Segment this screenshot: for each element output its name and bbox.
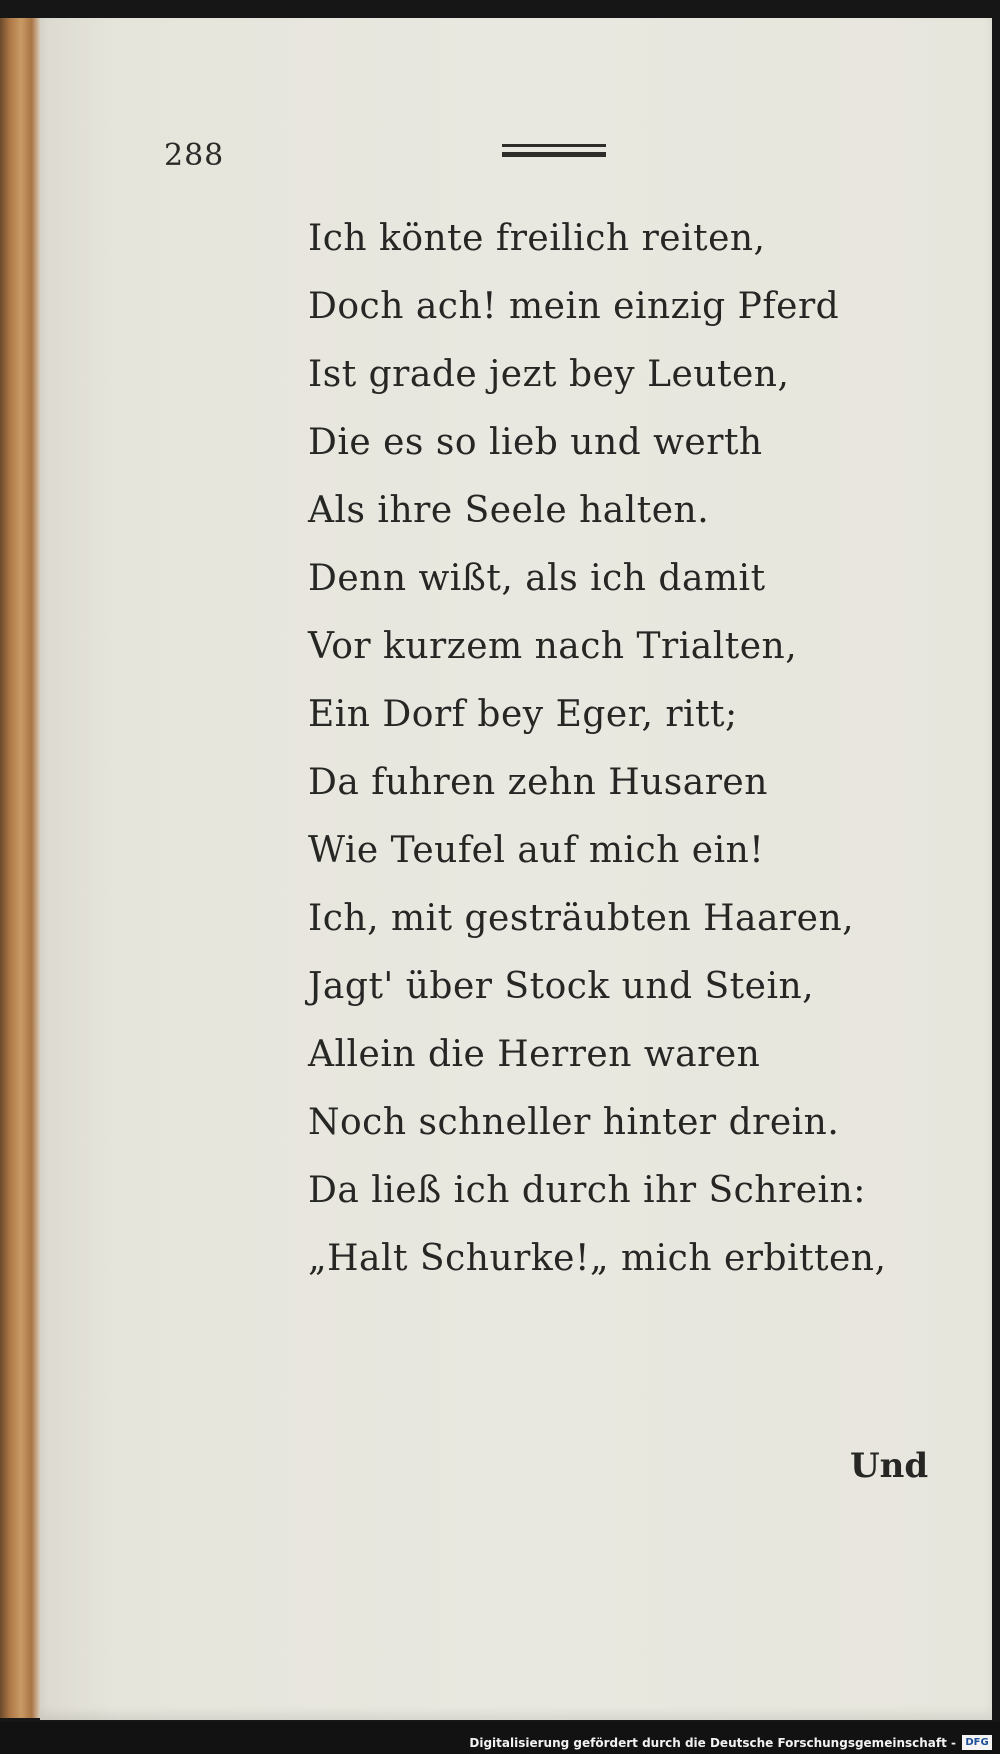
poem-line: Da ließ ich durch ihr Schrein: <box>308 1170 866 1211</box>
poem-line: Vor kurzem nach Trialten, <box>308 626 798 667</box>
poem-line: Da fuhren zehn Husaren <box>308 762 768 803</box>
poem-line: Denn wißt, als ich damit <box>308 558 766 599</box>
poem-line: Allein die Herren waren <box>308 1034 761 1075</box>
poem-line: Ein Dorf bey Eger, ritt; <box>308 694 738 735</box>
poem-line: Ich könte freilich reiten, <box>308 218 766 259</box>
poem-line: Als ihre Seele halten. <box>308 490 710 531</box>
head-rule-thin-bar <box>502 144 606 147</box>
poem-line: Die es so lieb und werth <box>308 422 763 463</box>
page-number: 288 <box>164 138 225 173</box>
catchword: Und <box>850 1446 929 1486</box>
poem-line: Doch ach! mein einzig Pferd <box>308 286 840 327</box>
head-rule-thick-bar <box>502 152 606 157</box>
ornamental-head-rule <box>502 144 606 158</box>
book-spine-edge <box>0 18 42 1718</box>
poem-line: Noch schneller hinter drein. <box>308 1102 840 1143</box>
poem-line: „Halt Schurke!„ mich erbitten, <box>308 1238 887 1279</box>
poem-line: Ist grade jezt bey Leuten, <box>308 354 790 395</box>
digitization-credit: Digitalisierung gefördert durch die Deutsche Forschungsgemeinschaft - <box>469 1736 956 1750</box>
dfg-logo-icon: DFG <box>962 1735 992 1750</box>
poem-line: Wie Teufel auf mich ein! <box>308 830 765 871</box>
poem-line: Ich, mit gesträubten Haaren, <box>308 898 855 939</box>
poem-line: Jagt' über Stock und Stein, <box>308 966 815 1007</box>
book-page <box>40 18 992 1720</box>
